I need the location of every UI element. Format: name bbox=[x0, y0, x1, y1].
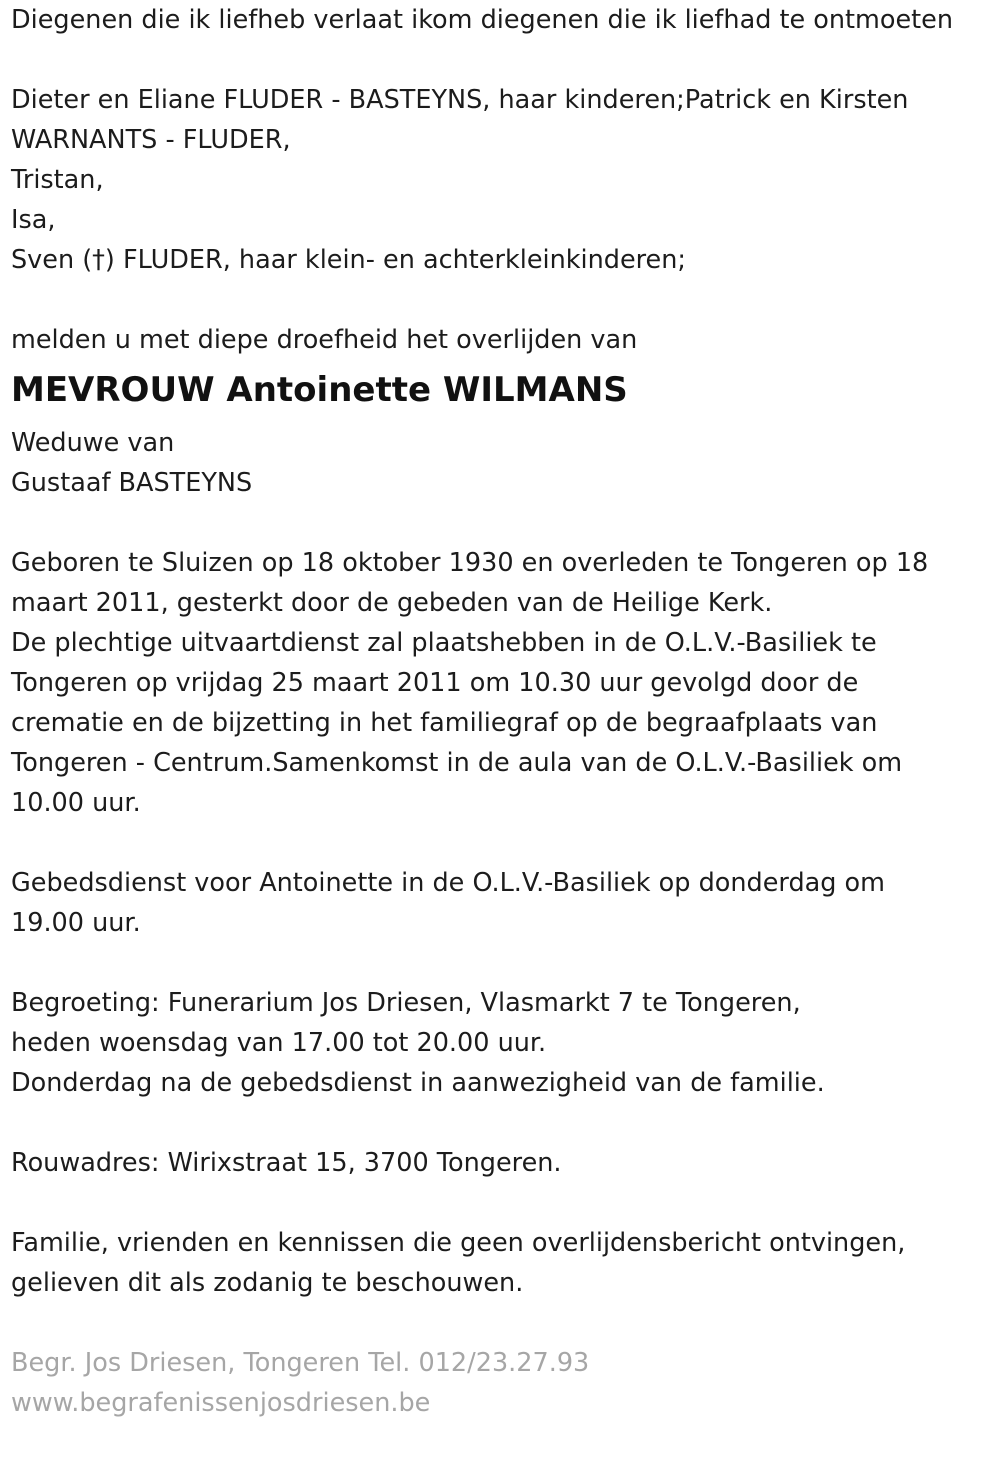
family-line: Dieter en Eliane FLUDER - BASTEYNS, haar kinderen;Patrick en Kirsten bbox=[11, 85, 909, 115]
relation-line: Gustaaf BASTEYNS bbox=[11, 468, 253, 498]
closing-line: gelieven dit als zodanig te beschouwen. bbox=[11, 1268, 524, 1298]
deceased-name: MEVROUW Antoinette WILMANS bbox=[11, 370, 628, 410]
relation-line: Weduwe van bbox=[11, 428, 175, 458]
prayer-section bbox=[11, 863, 996, 943]
spacer bbox=[11, 280, 996, 320]
greeting-line: Begroeting: Funerarium Jos Driesen, Vlasmarkt 7 te Tongeren, bbox=[11, 988, 801, 1018]
motto: Diegenen die ik liefheb verlaat ikom diegenen die ik liefhad te ontmoeten bbox=[11, 5, 954, 35]
details-line: Tongeren - Centrum.Samenkomst in de aula van de O.L.V.-Basiliek om bbox=[11, 748, 903, 778]
details-line: Geboren te Sluizen op 18 oktober 1930 en overleden te Tongeren op 18 bbox=[11, 548, 929, 578]
spacer bbox=[11, 1103, 996, 1143]
family-section bbox=[11, 80, 996, 280]
family-line: Isa, bbox=[11, 205, 56, 235]
greeting-line: heden woensdag van 17.00 tot 20.00 uur. bbox=[11, 1028, 547, 1058]
funeral-home-contact: Begr. Jos Driesen, Tongeren Tel. 012/23.27.93 bbox=[11, 1348, 590, 1378]
family-line: Tristan, bbox=[11, 165, 104, 195]
details-line: maart 2011, gesterkt door de gebeden van de Heilige Kerk. bbox=[11, 588, 773, 618]
footer bbox=[11, 1343, 996, 1423]
family-line: WARNANTS - FLUDER, bbox=[11, 125, 291, 155]
details-section bbox=[11, 543, 996, 823]
greeting-line: Donderdag na de gebedsdienst in aanwezigheid van de familie. bbox=[11, 1068, 825, 1098]
details-line: crematie en de bijzetting in het familiegraf op de begraafplaats van bbox=[11, 708, 878, 738]
spacer bbox=[11, 1303, 996, 1343]
spacer bbox=[11, 823, 996, 863]
details-line: De plechtige uitvaartdienst zal plaatshebben in de O.L.V.-Basiliek te bbox=[11, 628, 877, 658]
spacer bbox=[11, 503, 996, 543]
mourning-address: Rouwadres: Wirixstraat 15, 3700 Tongeren. bbox=[11, 1148, 562, 1178]
details-line: Tongeren op vrijdag 25 maart 2011 om 10.30 uur gevolgd door de bbox=[11, 668, 859, 698]
website-link[interactable]: www.begrafenissenjosdriesen.be bbox=[11, 1388, 431, 1418]
family-line: Sven (†) FLUDER, haar klein- en achterkleinkinderen; bbox=[11, 245, 687, 275]
closing-line: Familie, vrienden en kennissen die geen overlijdensbericht ontvingen, bbox=[11, 1228, 906, 1258]
prayer-line: 19.00 uur. bbox=[11, 908, 141, 938]
spacer bbox=[11, 40, 996, 80]
closing-section bbox=[11, 1223, 996, 1303]
details-line: 10.00 uur. bbox=[11, 788, 141, 818]
obituary-notice bbox=[11, 0, 996, 1423]
prayer-line: Gebedsdienst voor Antoinette in de O.L.V.-Basiliek op donderdag om bbox=[11, 868, 885, 898]
greeting-section bbox=[11, 983, 996, 1103]
spacer bbox=[11, 1183, 996, 1223]
spacer bbox=[11, 943, 996, 983]
announcement: melden u met diepe droefheid het overlijden van bbox=[11, 325, 638, 355]
